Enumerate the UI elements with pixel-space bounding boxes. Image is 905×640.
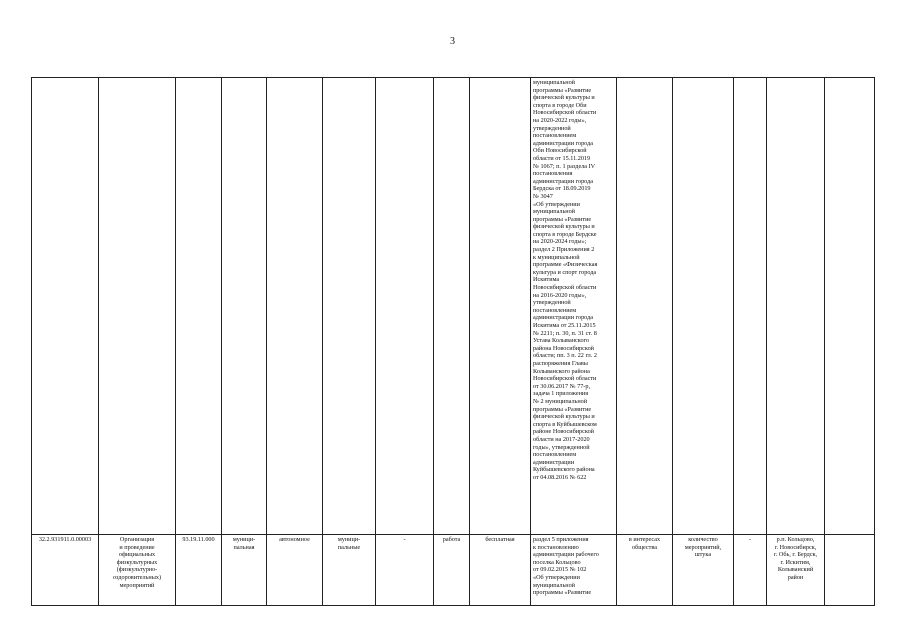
- text-line: задача 1 приложения: [533, 390, 589, 398]
- text-line: поселка Кольцово: [533, 558, 581, 566]
- cell-empty: [734, 78, 767, 535]
- text-line: от 09.02.2015 № 102: [533, 566, 587, 574]
- text-line: Искитима: [533, 276, 560, 284]
- text-line: и проведение: [119, 543, 155, 551]
- cell-institution-type: [222, 535, 267, 606]
- text-line: спорта в городе Бердске: [533, 230, 597, 238]
- text-line: на 2020-2024 годы»;: [533, 238, 587, 246]
- text-line: спорта в Куйбышевском: [533, 420, 597, 428]
- cell-service-name: [99, 535, 176, 606]
- text-line: администрации города: [533, 314, 593, 322]
- text-line: г. Обь, г. Бердск,: [773, 551, 818, 559]
- text-line: к постановлению: [533, 543, 579, 551]
- text-line: программы «Развитие: [533, 86, 592, 94]
- text-line: (физкультурно-: [116, 566, 158, 574]
- cell-empty: [323, 78, 376, 535]
- text-line: района Новосибирской: [533, 344, 594, 352]
- text-line: физической культуры и: [533, 223, 595, 231]
- cell-empty: [32, 78, 99, 535]
- text-line: муниципальной: [533, 581, 575, 589]
- cell-empty: [767, 78, 825, 535]
- cell-extra: [825, 535, 875, 606]
- services-table: [31, 77, 875, 606]
- text-line: общества: [632, 543, 657, 551]
- cell-empty: [825, 78, 875, 535]
- text-line: области от 15.11.2019: [533, 154, 591, 162]
- text-line: Новосибирской области: [533, 109, 597, 117]
- text-line: физкультурных: [116, 558, 158, 566]
- text-line: г. Искитим,: [780, 558, 811, 566]
- cell-legal-basis: [531, 535, 617, 606]
- cell-empty: [434, 78, 470, 535]
- text-line: районе Новосибирской: [533, 428, 594, 436]
- cell-institution-kind: автономное: [267, 535, 323, 606]
- text-line: Новосибирской области: [533, 284, 597, 292]
- text-line: утвержденной: [533, 299, 571, 307]
- text-line: г. Новосибирск,: [774, 543, 817, 551]
- cell-empty: [673, 78, 734, 535]
- cell-dash: -: [734, 535, 767, 606]
- text-line: муниципальной: [533, 79, 575, 86]
- text-line: от 04.08.2016 № 622: [533, 473, 587, 481]
- text-line: Бердска от 18.09.2019: [533, 185, 591, 193]
- text-line: пальная: [233, 543, 255, 551]
- cell-empty: [99, 78, 176, 535]
- cell-empty: [617, 78, 673, 535]
- text-line: постановлением: [533, 306, 577, 314]
- text-line: раздел 5 приложения: [533, 536, 589, 543]
- text-line: оздоровительных): [112, 573, 162, 581]
- text-line: муници-: [232, 536, 256, 543]
- text-line: р.п. Кольцово,: [776, 536, 815, 543]
- cell-empty: [267, 78, 323, 535]
- text-line: администрации рабочего: [533, 551, 599, 559]
- text-line: № 1067; п. 1 раздела IV: [533, 162, 596, 170]
- text-line: постановления: [533, 170, 573, 178]
- text-line: Колыванский: [777, 566, 814, 574]
- cell-work-type: работа: [434, 535, 470, 606]
- text-line: «Об утверждении: [533, 200, 580, 208]
- text-line: Куйбышевского района: [533, 466, 595, 474]
- text-line: физической культуры и: [533, 94, 595, 102]
- cell-dash: -: [376, 535, 434, 606]
- text-line: программе «Физическая: [533, 261, 598, 269]
- cell-okved: 93.19.11.000: [176, 535, 222, 606]
- text-line: мероприятий: [119, 581, 155, 589]
- text-line: Новосибирской области: [533, 375, 597, 383]
- text-line: № 3047: [533, 192, 553, 200]
- text-line: программы «Развитие: [533, 405, 592, 413]
- text-line: администрации города: [533, 177, 593, 185]
- text-line: Оби Новосибирской: [533, 147, 587, 155]
- text-line: культура и спорт города: [533, 268, 597, 276]
- text-line: «Об утверждении: [533, 573, 580, 581]
- cell-legal-basis: [531, 78, 617, 535]
- text-line: области на 2017-2020: [533, 435, 590, 443]
- text-line: муници-: [337, 536, 361, 543]
- text-line: штука: [694, 551, 712, 559]
- text-line: пальные: [337, 543, 361, 551]
- text-line: программы «Развитие: [533, 215, 592, 223]
- text-line: постановлением: [533, 132, 577, 140]
- table-row: [32, 535, 875, 606]
- text-line: администрации: [533, 458, 575, 466]
- text-line: на 2016-2020 годы»,: [533, 291, 587, 299]
- text-line: на 2020-2022 годы»,: [533, 116, 587, 124]
- text-line: муниципальной: [533, 208, 575, 216]
- text-line: раздел 2 Приложения 2: [533, 246, 595, 254]
- text-line: администрации города: [533, 139, 593, 147]
- cell-empty: [176, 78, 222, 535]
- cell-registry-code: 32.2.931911.0.00003: [32, 535, 99, 606]
- text-line: физической культуры и: [533, 413, 595, 421]
- text-line: количество: [688, 536, 718, 543]
- text-line: Искитима от 25.11.2015: [533, 322, 596, 329]
- text-line: № 2211; п. 30, п. 31 ст. 8: [533, 329, 597, 337]
- text-line: постановлением: [533, 451, 577, 459]
- text-line: официальных: [118, 551, 156, 559]
- text-line: области; пп. 3 п. 22 гл. 2: [533, 352, 597, 360]
- text-line: Колыванского района: [533, 367, 590, 375]
- text-line: программы «Развитие: [533, 589, 592, 597]
- text-line: к муниципальной: [533, 253, 580, 261]
- cell-payment: бесплатная: [470, 535, 531, 606]
- page-number: 3: [450, 36, 455, 47]
- cell-consumers: [617, 535, 673, 606]
- table-row: [32, 78, 875, 535]
- cell-municipal: [323, 535, 376, 606]
- text-line: распоряжения Главы: [533, 359, 588, 367]
- cell-location: [767, 535, 825, 606]
- text-line: от 30.06.2017 № 77-р,: [533, 382, 590, 390]
- cell-empty: [222, 78, 267, 535]
- cell-indicator: [673, 535, 734, 606]
- text-line: утвержденной: [533, 124, 571, 132]
- text-line: в интересах: [628, 536, 661, 543]
- text-line: № 2 муниципальной: [533, 397, 588, 405]
- text-line: годы», утвержденной: [533, 443, 590, 451]
- text-line: район: [787, 573, 804, 581]
- text-line: мероприятий,: [684, 543, 722, 551]
- text-line: спорта в городе Оби: [533, 101, 587, 109]
- text-line: Организация: [119, 536, 155, 543]
- cell-empty: [470, 78, 531, 535]
- cell-empty: [376, 78, 434, 535]
- text-line: Устава Колыванского: [533, 337, 590, 345]
